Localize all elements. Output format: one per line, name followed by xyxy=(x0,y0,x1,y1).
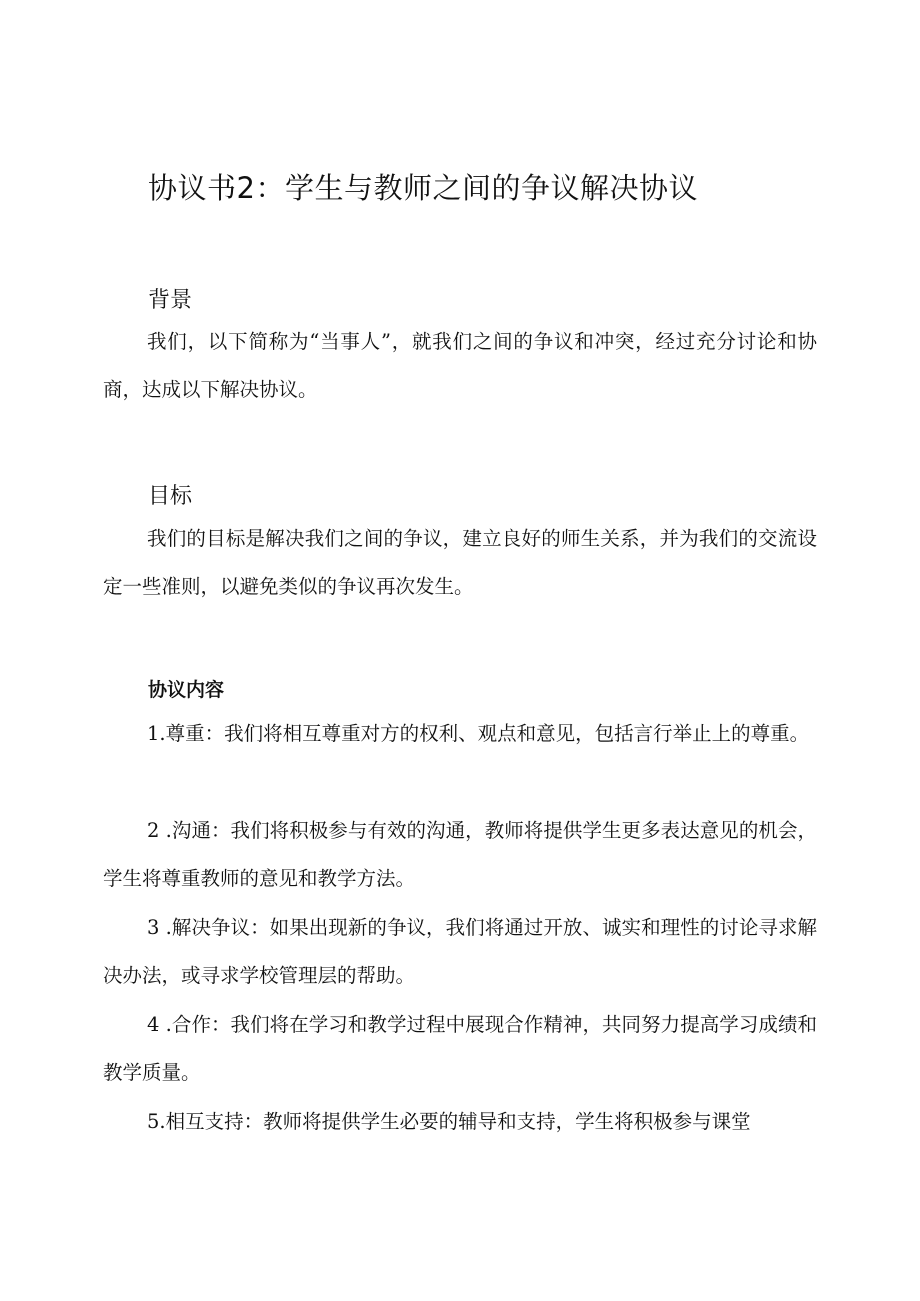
agreement-item-3: 3 .解决争议：如果出现新的争议，我们将通过开放、诚实和理性的讨论寻求解决办法，或寻求学校管理层的帮助。 xyxy=(103,916,817,987)
agreement-item-4: 4 .合作：我们将在学习和教学过程中展现合作精神，共同努力提高学习成绩和教学质量。 xyxy=(103,1013,817,1084)
section-heading-goal: 目标 xyxy=(148,484,193,509)
agreement-item-5: 5.相互支持：教师将提供学生必要的辅导和支持，学生将积极参与课堂 xyxy=(147,1110,751,1133)
agreement-item-1: 1.尊重：我们将相互尊重对方的权利、观点和意见，包括言行举止上的尊重。 xyxy=(147,722,810,745)
agreement-item-2: 2 .沟通：我们将积极参与有效的沟通，教师将提供学生更多表达意见的机会，学生将尊重教师的意见和教学方法。 xyxy=(103,819,817,890)
section-heading-background: 背景 xyxy=(148,288,193,313)
goal-paragraph: 我们的目标是解决我们之间的争议，建立良好的师生关系，并为我们的交流设定一些准则，以避免类似的争议再次发生。 xyxy=(103,527,817,598)
section-heading-content: 协议内容 xyxy=(148,679,225,701)
background-paragraph: 我们，以下简称为“当事人”，就我们之间的争议和冲突，经过充分讨论和协商，达成以下解决协议。 xyxy=(103,330,817,401)
document-title: 协议书2：学生与教师之间的争议解决协议 xyxy=(148,171,698,205)
